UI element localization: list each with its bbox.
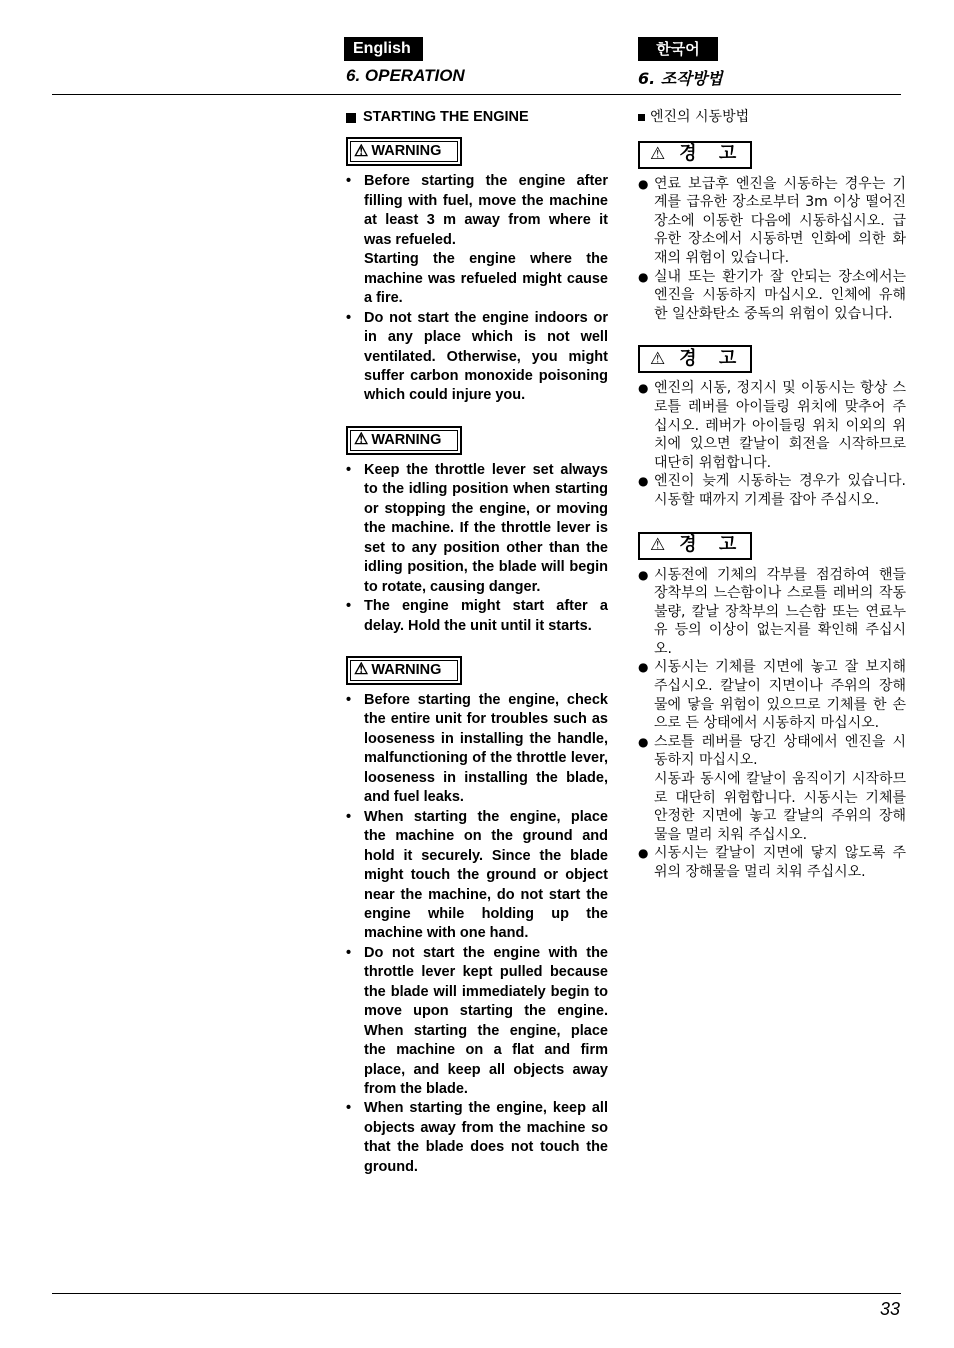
list-item-text: 시동시는 칼날이 지면에 닿지 않도록 주위의 장해물을 멀리 치워 주십시오. xyxy=(654,845,906,880)
korean-warning-label: 경 고 xyxy=(679,348,745,370)
list-item-text: Before starting the engine after filling with fuel, move the machine at least 3 m away from where it was refueled. xyxy=(364,173,608,248)
list-item xyxy=(346,461,608,597)
section-title-english: 6. OPERATION xyxy=(346,66,465,85)
list-item-text: 엔진이 늦게 시동하는 경우가 있습니다. 시동할 때까지 기계를 잡아 주십시오. xyxy=(654,473,906,508)
warning-triangle-icon: ⚠ xyxy=(650,535,666,556)
header-rule xyxy=(52,94,901,95)
list-item-text: 시동전에 기체의 각부를 점검하여 핸들 장착부의 느슨함이나 스로틀 레버의 작동불량, 칼날 장착부의 느슨함 또는 연료누유 등의 이상이 없는지를 확인해 주십시오. xyxy=(654,566,906,657)
list-item xyxy=(638,175,906,268)
square-bullet-icon xyxy=(346,113,356,123)
list-item xyxy=(638,268,906,324)
list-item xyxy=(638,566,906,659)
list-item-text: The engine might start after a delay. Hold the unit until it starts. xyxy=(364,598,608,634)
warning-box xyxy=(346,137,462,166)
warning-triangle-icon: ⚠ xyxy=(354,661,369,679)
list-item-text: Keep the throttle lever set always to the idling position when starting or stopping the engine, or moving the machine. If the throttle lever is set to any position other than the idling position, the blade will begin to rotate, causing danger. xyxy=(364,461,608,595)
warning-box xyxy=(346,426,462,455)
list-item xyxy=(346,691,608,808)
korean-warning-label: 경 고 xyxy=(679,143,745,165)
warning-list-1 xyxy=(346,172,608,405)
list-item-text: Do not start the engine indoors or in any place which is not well ventilated. Otherwise, you might suffer carbon monoxide poisoning which could injure you. xyxy=(364,309,608,404)
list-item-text: When starting the engine, place the machine on the ground and hold it securely. Since the blade might touch the ground or object near the machine, do not start the engine while holding up the machine with one hand. xyxy=(364,808,608,942)
warning-triangle-icon: ⚠ xyxy=(354,431,369,449)
list-item xyxy=(638,733,906,845)
korean-warning-label: 경 고 xyxy=(679,534,745,556)
list-item-text: 실내 또는 환기가 잘 안되는 장소에서는 엔진을 시동하지 마십시오. 인체에 유해한 일산화탄소 중독의 위험이 있습니다. xyxy=(654,268,906,322)
lang-tab-english: English xyxy=(344,37,423,61)
english-heading-text: STARTING THE ENGINE xyxy=(363,109,529,125)
warning-box xyxy=(346,656,462,685)
list-item xyxy=(346,172,608,308)
korean-warning-list-3 xyxy=(638,566,906,882)
list-item xyxy=(346,1099,608,1177)
list-item xyxy=(638,844,906,881)
warning-triangle-icon: ⚠ xyxy=(650,144,666,165)
english-column xyxy=(346,108,608,1177)
korean-warning-list-2 xyxy=(638,379,906,509)
list-item-text: 스로틀 레버를 당긴 상태에서 엔진을 시동하지 마십시오. xyxy=(654,733,906,769)
page-number: 33 xyxy=(879,1299,900,1319)
warning-triangle-icon: ⚠ xyxy=(650,349,666,370)
list-item xyxy=(346,597,608,636)
korean-warning-list-1 xyxy=(638,175,906,324)
korean-warning-box xyxy=(638,141,752,169)
warning-list-2 xyxy=(346,461,608,636)
list-item-text: 시동시는 기체를 지면에 놓고 잘 보지해 주십시오. 칼날이 지면이나 주위의 장해물에 닿을 위험이 있으므로 기체를 한 손으로 든 상태에서 시동하지 마십시오. xyxy=(654,659,906,732)
warning-label: WARNING xyxy=(371,143,442,160)
list-item-text: When starting the engine, keep all objects away from the machine so that the blade does not touch the ground. xyxy=(364,1100,608,1175)
list-item xyxy=(346,808,608,944)
list-item-text: Do not start the engine with the throttle lever kept pulled because the blade will immediately begin to move upon starting the engine. When starting the engine, place the machine on a flat and firm place, and keep all objects away from the blade. xyxy=(364,944,608,1098)
list-item-continuation: Starting the engine where the machine was refueled might cause a fire. xyxy=(364,251,608,307)
list-item xyxy=(638,658,906,732)
footer-rule xyxy=(52,1293,901,1294)
list-item-text: 엔진의 시동, 정지시 및 이동시는 항상 스로틀 레버를 아이들링 위치에 맞추어 주십시오. 레버가 아이들링 위치 이외의 위치에 있으면 칼날이 회전을 시작하므로 대단히 위험합니다. xyxy=(654,380,906,471)
lang-tab-korean: 한국어 xyxy=(638,37,718,61)
warning-list-3 xyxy=(346,691,608,1177)
square-bullet-icon xyxy=(638,114,645,121)
english-subheading xyxy=(346,108,608,127)
list-item xyxy=(346,944,608,1100)
korean-heading-text: 엔진의 시동방법 xyxy=(650,109,750,125)
list-item xyxy=(638,472,906,509)
list-item xyxy=(638,379,906,472)
section-title-korean: 6. 조작방법 xyxy=(638,69,723,88)
warning-label: WARNING xyxy=(371,661,442,678)
list-item-continuation: 시동과 동시에 칼날이 움직이기 시작하므로 대단히 위험합니다. 시동시는 기체를 안정한 지면에 놓고 칼날의 주위의 장해물을 멀리 치워 주십시오. xyxy=(654,771,906,843)
list-item-text: 연료 보급후 엔진을 시동하는 경우는 기계를 급유한 장소로부터 3m 이상 떨어진 장소에 이동한 다음에 시동하십시오. 급유한 장소에서 시동하면 인화에 의한 화재의 위험이 있습니다. xyxy=(654,175,906,266)
korean-warning-box xyxy=(638,345,752,373)
korean-column xyxy=(638,108,906,882)
list-item xyxy=(346,309,608,406)
warning-label: WARNING xyxy=(371,431,442,448)
korean-warning-box xyxy=(638,532,752,560)
list-item-text: Before starting the engine, check the entire unit for troubles such as looseness in installing the handle, malfunctioning of the throttle lever, looseness in installing the blade, and fuel leaks. xyxy=(364,691,608,806)
korean-subheading xyxy=(638,108,906,127)
warning-triangle-icon: ⚠ xyxy=(354,142,369,160)
